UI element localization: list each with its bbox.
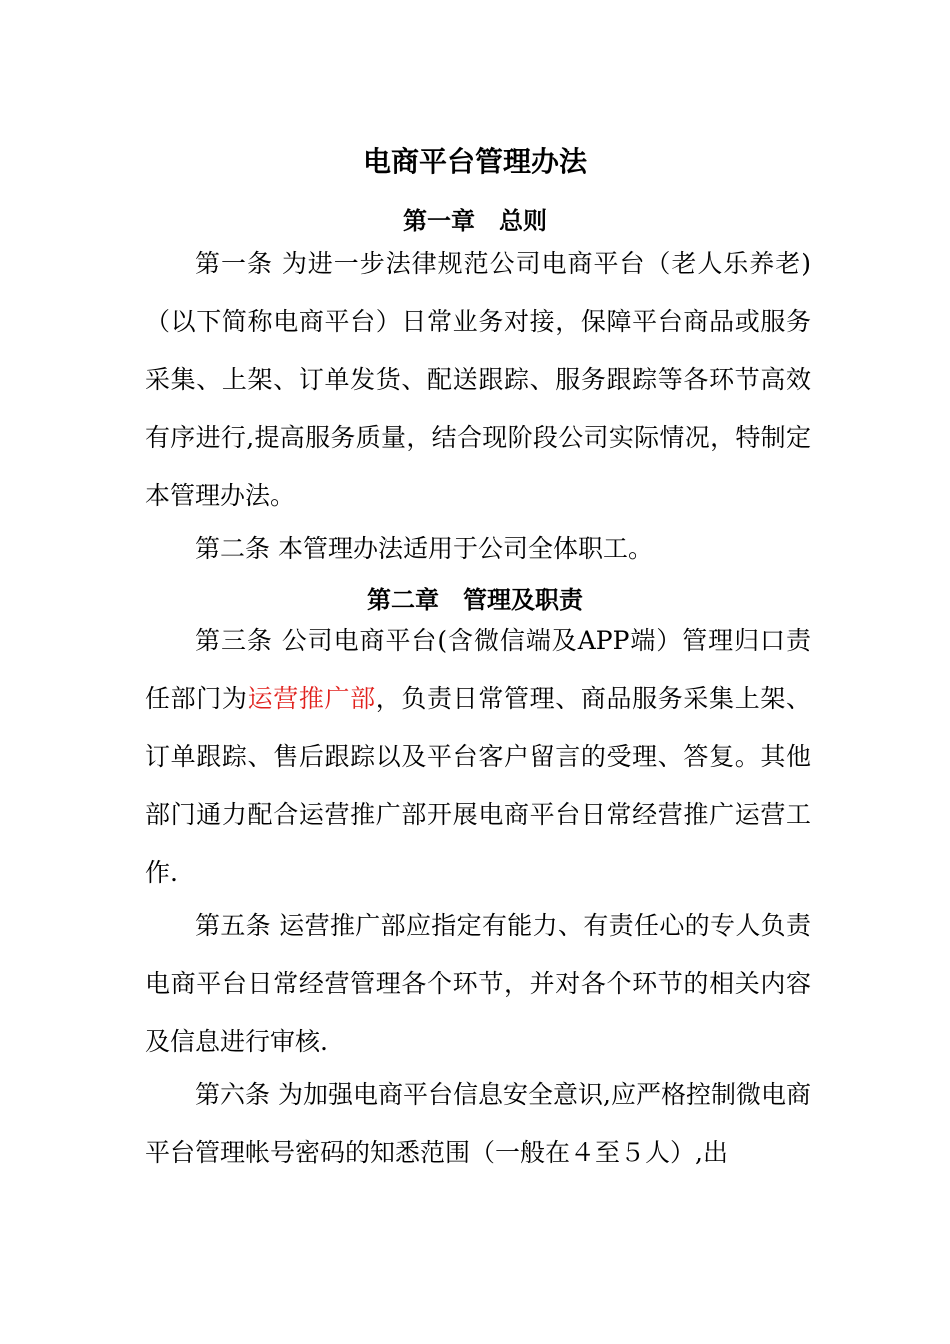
article-3-text-start: 第三条 公司电商平台(含微信端及APP端）管理归口责任部门为 (145, 626, 811, 713)
chapter-heading-1: 第一章 总则 (403, 206, 547, 235)
article-5: 第五条 运营推广部应指定有能力、有责任心的专人负责电商平台日常经营管理各个环节，并对各个环节的相关内容及信息进行审核. (145, 911, 811, 1056)
article-1: 第一条 为进一步法律规范公司电商平台（老人乐养老)（以下简称电商平台）日常业务对接，保障平台商品或服务采集、上架、订单发货、配送跟踪、服务跟踪等各环节高效有序进行,提高服务质量，结合现阶段公司实际情况，特制定本管理办法。 (145, 249, 811, 510)
article-2: 第二条 本管理办法适用于公司全体职工。 (195, 534, 653, 563)
article-3 (145, 612, 811, 902)
chapter-heading-2: 第二章 管理及职责 (367, 585, 583, 614)
document-title: 电商平台管理办法 (362, 145, 587, 178)
article-3-text-end: ，负责日常管理、商品服务采集上架、订单跟踪、售后跟踪以及平台客户留言的受理、答复。其他部门通力配合运营推广部开展电商平台日常经营推广运营工作. (145, 684, 811, 887)
article-6: 第六条 为加强电商平台信息安全意识,应严格控制微电商平台管理帐号密码的知悉范围（一般在４至５人）,出 (145, 1080, 811, 1167)
highlighted-department: 运营推广部 (247, 684, 376, 713)
